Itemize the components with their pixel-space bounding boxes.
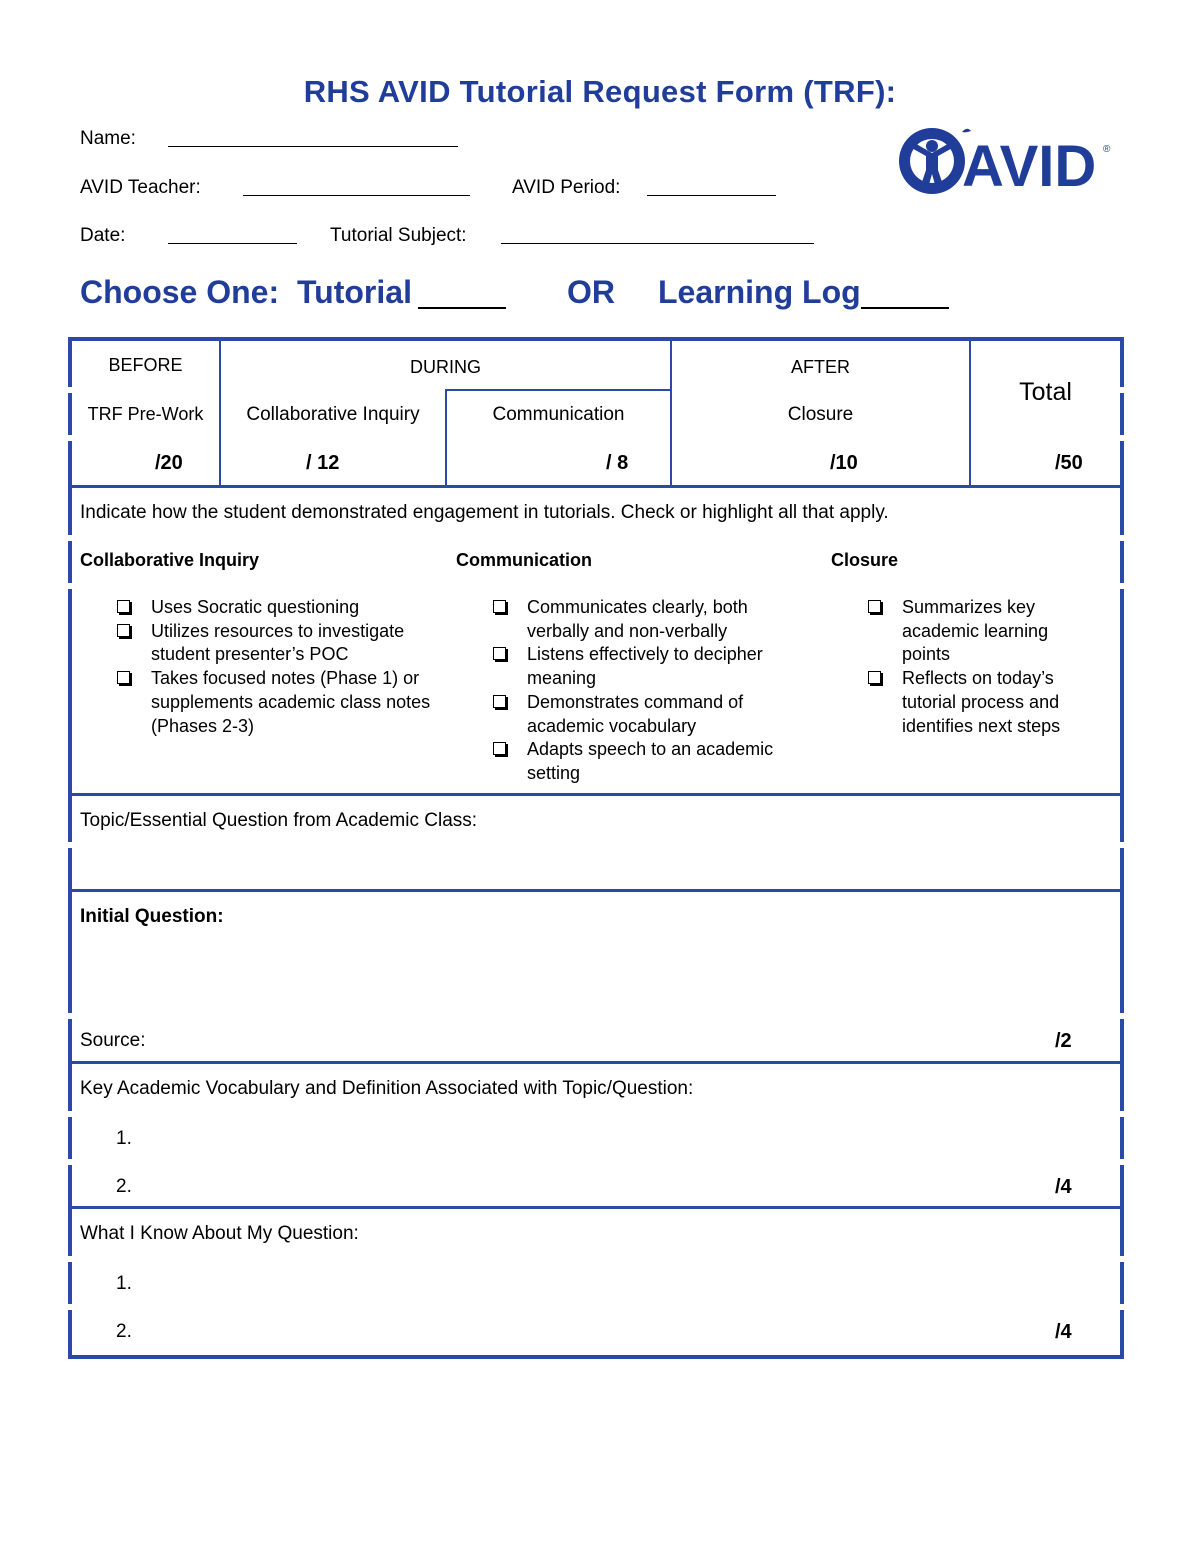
communication-label: Communication <box>492 404 625 425</box>
collaborative-inquiry-score: / 12 <box>306 452 340 474</box>
checklist-item: Utilizes resources to investigate student presenter’s POC <box>117 620 435 667</box>
border-gap <box>1118 842 1126 848</box>
border-gap <box>66 535 74 541</box>
logo-wordmark: AVID <box>962 134 1097 196</box>
checklist-item: Takes focused notes (Phase 1) or supplements academic class notes (Phases 2-3) <box>117 667 435 738</box>
avid-teacher-label: AVID Teacher: <box>80 177 201 198</box>
checklist-item: Summarizes key academic learning points <box>868 596 1088 667</box>
avid-period-field[interactable] <box>647 195 776 196</box>
checkbox[interactable] <box>493 647 506 660</box>
checklist-item: Communicates clearly, both verbally and non-verbally <box>493 596 811 643</box>
tutorial-subject-field[interactable] <box>501 243 814 244</box>
closure-label: Closure <box>787 404 854 425</box>
border-gap <box>1118 1013 1126 1019</box>
checkbox[interactable] <box>117 600 130 613</box>
divider <box>72 1061 1120 1064</box>
closure-score: /10 <box>830 452 858 474</box>
checklist-item: Uses Socratic questioning <box>117 596 435 620</box>
after-header: AFTER <box>790 357 850 377</box>
checkbox[interactable] <box>493 695 506 708</box>
border-gap <box>1118 1256 1126 1262</box>
svg-text:®: ® <box>1103 144 1111 155</box>
tutorial-option-blank[interactable] <box>418 307 506 309</box>
closure-checklist <box>868 596 1088 738</box>
collaborative-inquiry-label: Collaborative Inquiry <box>246 404 420 425</box>
border-gap <box>66 1013 74 1019</box>
divider <box>72 889 1120 892</box>
border-gap <box>1118 387 1126 393</box>
collaborative-inquiry-checklist <box>117 596 435 738</box>
form-title: RHS AVID Tutorial Request Form (TRF): <box>303 74 897 109</box>
border-gap <box>1118 1111 1126 1117</box>
checkbox[interactable] <box>117 624 130 637</box>
border-gap <box>66 1111 74 1117</box>
avid-logo <box>892 126 1114 196</box>
border-gap <box>66 387 74 393</box>
vocabulary-score: /4 <box>1055 1176 1072 1198</box>
what-i-know-score: /4 <box>1055 1321 1072 1343</box>
border-gap <box>66 1304 74 1310</box>
name-field[interactable] <box>168 146 458 147</box>
date-field[interactable] <box>168 243 297 244</box>
source-label: Source: <box>80 1030 146 1051</box>
collaborative-inquiry-heading: Collaborative Inquiry <box>80 550 260 570</box>
checklist-item: Demonstrates command of academic vocabulary <box>493 691 811 738</box>
checkbox[interactable] <box>117 671 130 684</box>
what-i-know-label: What I Know About My Question: <box>80 1223 359 1244</box>
divider <box>72 793 1120 796</box>
tutorial-subject-label: Tutorial Subject: <box>330 225 467 246</box>
prework-score: /20 <box>155 452 183 474</box>
avid-logo-figure-icon <box>892 126 1114 196</box>
or-label: OR <box>567 274 615 310</box>
border-gap <box>66 435 74 441</box>
checkbox[interactable] <box>493 742 506 755</box>
name-label: Name: <box>80 128 136 149</box>
checkbox[interactable] <box>868 671 881 684</box>
checklist-item: Reflects on today’s tutorial process and identifies next steps <box>868 667 1088 738</box>
divider <box>445 389 672 391</box>
divider <box>72 485 1120 488</box>
before-header: BEFORE <box>108 355 183 375</box>
communication-score: / 8 <box>606 452 629 474</box>
communication-heading: Communication <box>456 550 593 570</box>
topic-label: Topic/Essential Question from Academic Class: <box>80 810 478 831</box>
border-gap <box>1118 583 1126 589</box>
border-gap <box>1118 435 1126 441</box>
checklist-item: Adapts speech to an academic setting <box>493 738 811 785</box>
total-header: Total <box>1019 378 1072 406</box>
what-i-know-item-2[interactable]: 2. <box>116 1321 132 1342</box>
source-score: /2 <box>1055 1030 1072 1052</box>
avid-teacher-field[interactable] <box>243 195 470 196</box>
border-gap <box>66 842 74 848</box>
vocabulary-label: Key Academic Vocabulary and Definition Associated with Topic/Question: <box>80 1078 694 1099</box>
tutorial-option-label: Tutorial <box>297 274 412 310</box>
learning-log-option-label: Learning Log <box>658 274 861 310</box>
closure-heading: Closure <box>831 550 899 570</box>
checkbox[interactable] <box>493 600 506 613</box>
border-gap <box>66 583 74 589</box>
border-gap <box>66 1159 74 1165</box>
choose-one-label: Choose One: <box>80 274 280 310</box>
engagement-instructions: Indicate how the student demonstrated engagement in tutorials. Check or highlight all that apply. <box>80 502 889 523</box>
initial-question-label: Initial Question: <box>80 906 224 927</box>
checkbox[interactable] <box>868 600 881 613</box>
during-header: DURING <box>410 357 481 377</box>
border-gap <box>66 1256 74 1262</box>
trf-prework-label: TRF Pre-Work <box>87 404 204 424</box>
communication-checklist <box>493 596 811 786</box>
avid-period-label: AVID Period: <box>512 177 621 198</box>
date-label: Date: <box>80 225 126 246</box>
vocabulary-item-1[interactable]: 1. <box>116 1128 132 1149</box>
learning-log-option-blank[interactable] <box>861 307 949 309</box>
border-gap <box>1118 1304 1126 1310</box>
divider <box>72 1206 1120 1209</box>
checklist-item: Listens effectively to decipher meaning <box>493 643 811 690</box>
border-gap <box>1118 1159 1126 1165</box>
divider <box>969 341 971 487</box>
total-score: /50 <box>1055 452 1083 474</box>
border-gap <box>1118 535 1126 541</box>
what-i-know-item-1[interactable]: 1. <box>116 1273 132 1294</box>
vocabulary-item-2[interactable]: 2. <box>116 1176 132 1197</box>
